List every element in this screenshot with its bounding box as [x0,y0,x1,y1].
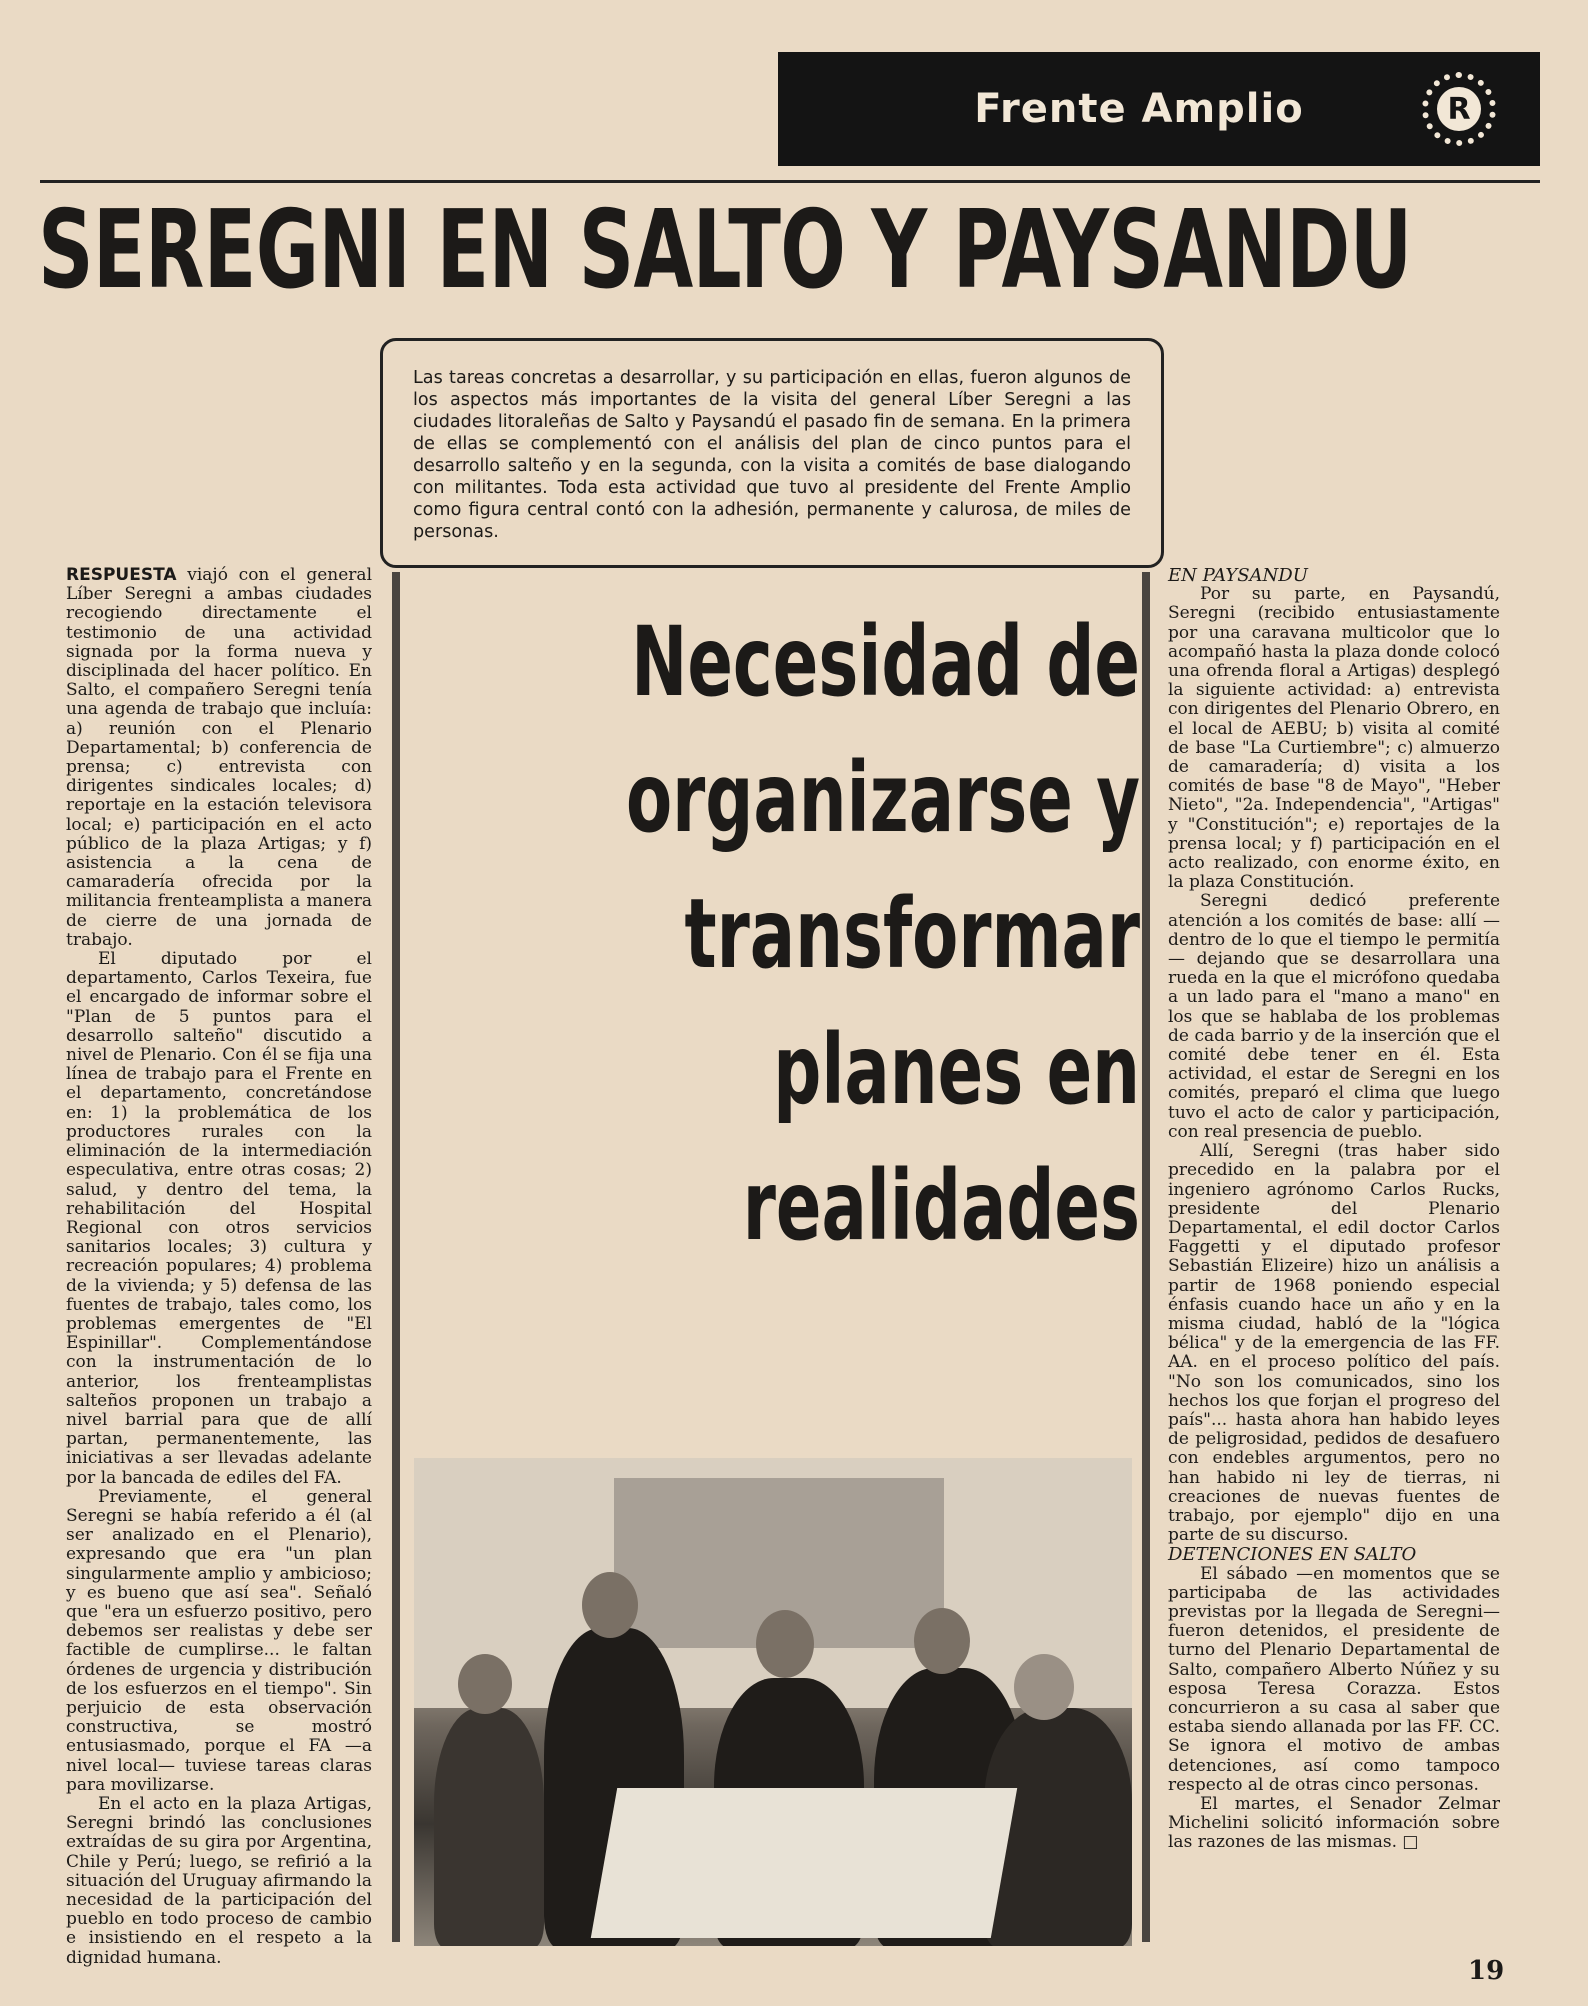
left-paragraph-1-text: viajó con el general Líber Seregni a ambas ciudades recogiendo directamente el testimonio de una actividad signada por la forma nueva y disciplinada del hacer político. En Salto, el compañero Seregni tenía una agenda de trabajo que incluía: a) reunión con el Plenario Departamental; b) conferencia de prensa; c) entrevista con dirigentes sindicales locales; d) reportaje en la estación televisora local; e) participación en el acto público de la plaza Artigas; y f) asistencia a la cena de camaradería ofrecida por la militancia frenteamplista a manera de cierre de una jornada de trabajo. [66,565,373,950]
meeting-photo [414,1458,1132,1946]
left-column [66,566,372,1968]
section-banner [778,52,1540,166]
publication-logo-icon [1422,72,1496,146]
center-title [400,594,1140,1274]
left-paragraph-1 [66,566,372,950]
center-title-line-1: Necesidad de [631,606,1140,718]
logo-letter: R [1437,87,1481,131]
photo-head-1 [458,1654,512,1714]
photo-head-4 [914,1608,970,1674]
section-label: Frente Amplio [974,86,1304,132]
right-paragraph-5-text: El martes, el Senador Zelmar Michelini solicitó información sobre las razones de las mismas. [1168,1794,1500,1853]
photo-head-2 [582,1572,638,1638]
right-paragraph-1: Por su parte, en Paysandú, Seregni (recibido entusiastamente por una caravana multicolor que lo acompañó hasta la plaza donde colocó una ofrenda floral a Artigas) desplegó la siguiente actividad: a) entrevista con dirigentes del Plenario Obrero, en el local de AEBU; b) visita al comité de base "La Curtiembre"; c) almuerzo de camaradería; d) visita a los comités de base "8 de Mayo", "Heber Nieto", "2a. Independencia", "Artigas" y "Constitución"; e) reportajes de la prensa local; y f) participación en el acto realizado, con enorme éxito, en la plaza Constitución. [1168,584,1500,893]
photo-head-3 [756,1610,814,1678]
center-title-line-2: organizarse y [625,742,1140,854]
right-paragraph-4: El sábado —en momentos que se participaba de las actividades previstas por la llegada de Seregni— fueron detenidos, el presidente de turno del Plenario Departamental de Salto, compañero Alberto Núñez y su esposa Teresa Corazza. Estos concurrieron a su casa al saber que estaba siendo allanada por las FF. CC. Se ignora el motivo de ambas detenciones, así como tampoco respecto al de otras cinco personas. [1168,1563,1500,1795]
headline: SEREGNI EN SALTO Y PAYSANDU [38,188,1412,313]
left-paragraph-3: Previamente, el general Seregni se había referido a él (al ser analizado en el Plenario), expresando que era "un plan singularmente amplio y ambicioso; y es bueno que así sea". Señaló que "era un esfuerzo positivo, pero debemos ser realistas y debe ser factible de cumplirse... le faltan órdenes de urgencia y distribución de los esfuerzos en el tiempo". Sin perjuicio de esta observación constructiva, se mostró entusiasmado, porque el FA —a nivel local— tuviese tareas claras para movilizarse. [66,1486,372,1795]
lead-word: RESPUESTA [66,565,177,585]
center-title-line-4: planes en [773,1014,1140,1126]
right-paragraph-2: Seregni dedicó preferente atención a los comités de base: allí —dentro de lo que el tiempo le permitía— dejando que se desarrollara una rueda en la que el micrófono quedaba a un lado para el "mano a mano" en los que se hablaba de los problemas de cada barrio y de la inserción que el comité debe tener en él. Esta actividad, el estar de Seregni en los comités, preparó el clima que luego tuvo el acto de calor y participación, con real presencia de pueblo. [1168,891,1500,1142]
column-rule-left [392,572,400,1942]
center-title-line-3: transformar [684,878,1140,990]
summary-box: Las tareas concretas a desarrollar, y su participación en ellas, fueron algunos de los aspectos más importantes de la visita del general Líber Seregni a las ciudades litoraleñas de Salto y Paysandú el pasado fin de semana. En la primera de ellas se complementó con el análisis del plan de cinco puntos para el desarrollo salteño y en la segunda, con la visita a comités de base dialogando con militantes. Toda esta actividad que tuvo al presidente del Frente Amplio como figura central contó con la adhesión, permanente y calurosa, de miles de personas. [380,338,1164,568]
page-number: 19 [1468,1956,1505,1986]
right-paragraph-5 [1168,1795,1500,1853]
subheading-paysandu: EN PAYSANDU [1168,565,1308,586]
photo-table [591,1788,1017,1938]
left-paragraph-4: En el acto en la plaza Artigas, Seregni brindó las conclusiones extraídas de su gira por Argentina, Chile y Perú; luego, se refirió a la situación del Uruguay afirmando la necesidad de la participación del pueblo en todo proceso de cambio e insistiendo en el respeto a la dignidad humana. [66,1794,372,1968]
center-title-line-5: realidades [742,1150,1140,1262]
left-paragraph-2: El diputado por el departamento, Carlos Texeira, fue el encargado de informar sobre el "Plan de 5 puntos para el desarrollo salteño" discutido a nivel de Plenario. Con él se fija una línea de trabajo para el Frente en el departamento, concretándose en: 1) la problemática de los productores rurales con la eliminación de la intermediación especulativa, entre otras cosas; 2) salud, y dentro del tema, la rehabilitación del Hospital Regional con otros servicios sanitarios locales; 3) cultura y recreación populares; 4) problema de la vivienda; y 5) defensa de las fuentes de trabajo, tales como, los problemas emergentes de "El Espinillar". Complementándose con la instrumentación de lo anterior, los frenteamplistas salteños proponen un trabajo a nivel barrial para que de allí partan, permanentemente, las iniciativas a ser llevadas adelante por la bancada de ediles del FA. [66,949,372,1488]
subheading-detenciones: DETENCIONES EN SALTO [1168,1544,1417,1566]
end-mark: □ [1402,1832,1419,1853]
photo-person-1 [434,1708,544,1946]
column-rule-right [1142,572,1150,1942]
photo-head-5 [1014,1654,1074,1720]
right-paragraph-3: Allí, Seregni (tras haber sido precedido en la palabra por el ingeniero agrónomo Carlos Rucks, presidente del Plenario Departamental, el edil doctor Carlos Faggetti y el diputado profesor Sebastián Elizeire) hizo un análisis a partir de 1968 poniendo especial énfasis cuando hace un año y en la misma ciudad, habló de la "lógica bélica" y de la emergencia de las FF. AA. en el proceso político del país. "No son los comunicados, sino los hechos los que forjan el progreso del país"... hasta ahora han habido leyes de peligrosidad, pedidos de desafuero con endebles argumentos, pero no han habido ni ley de tierras, ni creaciones de nuevas fuentes de trabajo, por ejemplo" dijo en una parte de su discurso. [1168,1141,1500,1546]
right-column [1168,566,1500,1853]
